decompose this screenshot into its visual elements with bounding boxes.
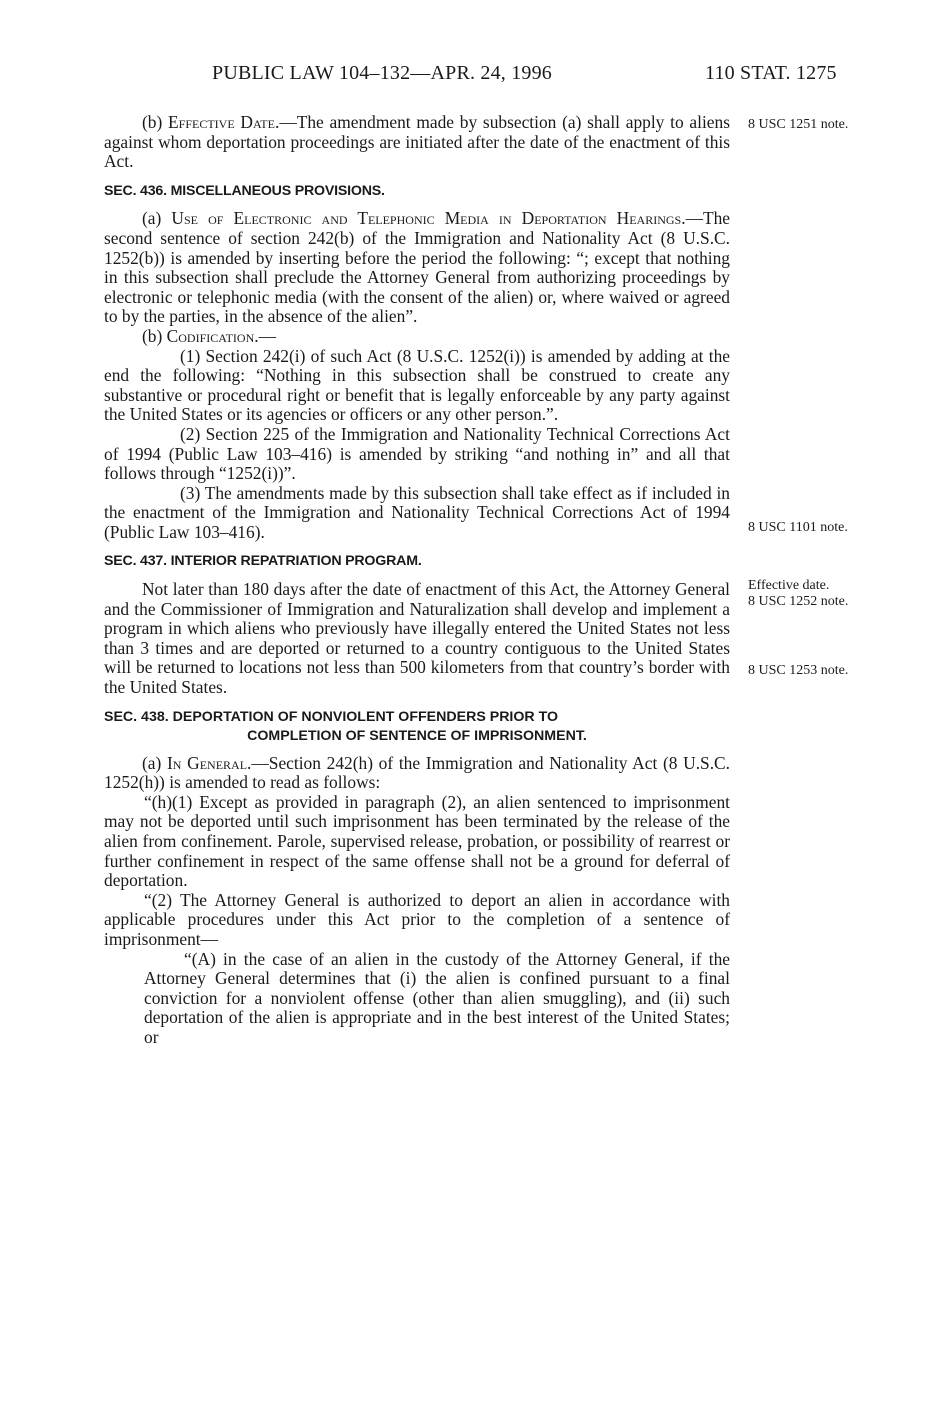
section-437-heading: SEC. 437. INTERIOR REPATRIATION PROGRAM. (104, 553, 422, 570)
electronic-media-text: —The second sentence of section 242(b) of the Immigration and Nationality Act (8 U.S.C. 1252(b)) is amended by inserting before the period the following: “; except that nothing in this subsection shall preclude the Attorney General from authorizing proceedings by electronic or telephonic media (with the consent of the alien) or, where waived or agreed to by the parties, in the absence of the alien”. (104, 208, 730, 327)
margin-note-1: 8 USC 1251 note. (748, 117, 849, 132)
paragraph-codification-2: (2) Section 225 of the Immigration and Nationality Technical Corrections Act of 1994 (Public Law 103–416) is amended by striking “and nothing in” and all that follows through “1252(i))”. (104, 423, 730, 484)
section-438-heading-line2: COMPLETION OF SENTENCE OF IMPRISONMENT. (247, 727, 587, 744)
paragraph-electronic-media: (a) Use of Electronic and Telephonic Media in Deportation Hearings.—The second sentence of section 242(b) of the Immigration and Nationality Act (8 U.S.C. 1252(b)) is amended by inserting before the period the following: “; except that nothing in this subsection shall preclude the Attorney General from authorizing proceedings by electronic or telephonic media (with the consent of the alien) or, where waived or agreed to by the parties, in the absence of the alien”. (104, 208, 730, 327)
paragraph-h1: “(h)(1) Except as provided in paragraph (2), an alien sentenced to imprisonment may not be deported until such imprisonment has been terminated by the release of the alien from confinement. Parole, supervised release, probation, or possibility of rearrest or further confinement in respect of the same offense shall not be a ground for deferral of deportation. (104, 791, 730, 891)
statute-page-number: 110 STAT. 1275 (705, 62, 837, 84)
document-body (104, 113, 730, 1048)
codification-heading: Codification. (166, 325, 259, 346)
margin-note-4: 8 USC 1253 note. (748, 663, 849, 678)
running-header-title: PUBLIC LAW 104–132—APR. 24, 1996 (212, 62, 553, 84)
margin-note-3b: 8 USC 1252 note. (748, 594, 849, 609)
codification-dash: — (258, 325, 276, 346)
paragraph-codification-1: (1) Section 242(i) of such Act (8 U.S.C. 1252(i)) is amended by adding at the end the following: “Nothing in this subsection shall be construed to create any substantive or procedural right or benefit that is legally enforceable by any party against the United States or its agencies or officers or any other person.”. (104, 345, 730, 425)
paragraph-repatriation: Not later than 180 days after the date of enactment of this Act, the Attorney General and the Commissioner of Immigration and Naturalization shall develop and implement a program in which aliens who previously have illegally entered the United States not less than 3 times and are deported or returned to a country contiguous to the United States will be returned to locations not less than 500 kilometers from that country’s border with the United States. (104, 579, 730, 698)
section-436-heading: SEC. 436. MISCELLANEOUS PROVISIONS. (104, 182, 385, 199)
paragraph-h2-a: “(A) in the case of an alien in the custody of the Attorney General, if the Attorney General determines that (i) the alien is confined pursuant to a final conviction for a nonviolent offense (other than alien smuggling), and (ii) such deportation of the alien is appropriate and in the best interest of the United States; or (144, 948, 730, 1047)
margin-note-2: 8 USC 1101 note. (748, 520, 848, 535)
electronic-media-heading: Use of Electronic and Telephonic Media in Deportation Hearings. (171, 208, 686, 229)
paragraph-h2: “(2) The Attorney General is authorized to deport an alien in accordance with applicable procedures under this Act prior to the completion of a sentence of imprisonment— (104, 889, 730, 949)
paragraph-codification: (b) Codification.— (142, 325, 276, 346)
effective-date-heading: Effective Date. (168, 112, 280, 132)
in-general-heading: In General. (167, 752, 252, 773)
paragraph-codification-3: (3) The amendments made by this subsection shall take effect as if included in the enactment of the Immigration and Nationality Technical Corrections Act of 1994 (Public Law 103–416). (104, 482, 730, 542)
in-general-text: —Section 242(h) of the Immigration and Nationality Act (8 U.S.C. 1252(h)) is amended to read as follows: (104, 752, 731, 793)
effective-date-text: —The amendment made by subsection (a) shall apply to aliens against whom deportation proceedings are initiated after the date of the enactment of this Act. (104, 112, 730, 172)
section-438-heading-line1: SEC. 438. DEPORTATION OF NONVIOLENT OFFENDERS PRIOR TO (104, 708, 559, 725)
paragraph-in-general: (a) In General.—Section 242(h) of the Immigration and Nationality Act (8 U.S.C. 1252(h)) is amended to read as follows: (104, 752, 731, 793)
section-438-heading (104, 708, 730, 746)
paragraph-effective-date: (b) Effective Date.—The amendment made by subsection (a) shall apply to aliens against whom deportation proceedings are initiated after the date of the enactment of this Act. (104, 112, 730, 172)
margin-note-3a: Effective date. (748, 578, 830, 593)
